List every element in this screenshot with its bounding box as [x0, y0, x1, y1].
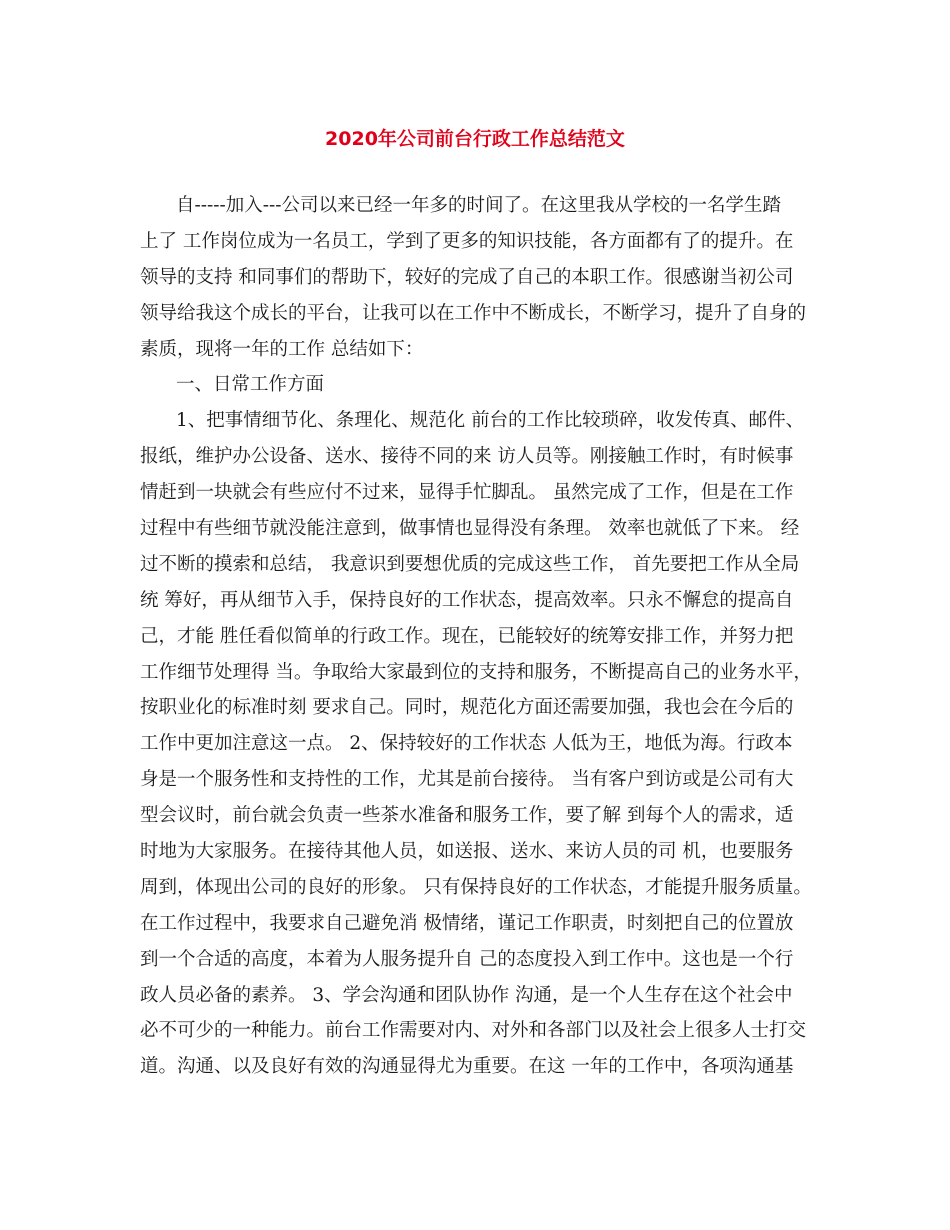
section-heading: 一、日常工作方面 — [176, 374, 325, 396]
paragraph-line: 政人员必备的素养。 3、学会沟通和团队协作 沟通，是一个人生存在这个社会中 — [140, 984, 793, 1006]
paragraph-line: 道。沟通、以及良好有效的沟通显得尤为重要。在这 一年的工作中，各项沟通基 — [140, 1056, 794, 1078]
paragraph-line: 到一个合适的高度，本着为人服务提升自 己的态度投入到工作中。这也是一个行 — [140, 948, 794, 970]
document-title: 2020年公司前台行政工作总结范文 — [325, 128, 625, 150]
paragraph-line: 工作细节处理得 当。争取给大家最到位的支持和服务，不断提高自己的业务水平， — [140, 661, 812, 683]
paragraph-line: 报纸，维护办公设备、送水、接待不同的来 访人员等。刚接触工作时，有时候事 — [140, 446, 794, 468]
paragraph-line: 素质，现将一年的工作 总结如下： — [140, 338, 424, 360]
paragraph-line: 型会议时，前台就会负责一些茶水准备和服务工作，要了解 到每个人的需求，适 — [140, 805, 794, 827]
paragraph-line: 过程中有些细节就没能注意到，做事情也显得没有条理。 效率也就低了下来。 经 — [140, 518, 800, 540]
paragraph-line: 统 筹好，再从细节入手，保持良好的工作状态，提高效率。只永不懈怠的提高自 — [140, 589, 794, 611]
paragraph-line: 时地为大家服务。在接待其他人员，如送报、送水、来访人员的司 机，也要服务 — [140, 841, 794, 863]
document-body — [140, 188, 820, 1085]
paragraph-line: 工作中更加注意这一点。 2、保持较好的工作状态 人低为王，地低为海。行政本 — [140, 733, 793, 755]
paragraph-line: 按职业化的标准时刻 要求自己。同时，规范化方面还需要加强，我也会在今后的 — [140, 697, 794, 719]
paragraph-line: 在工作过程中，我要求自己避免消 极情绪，谨记工作职责，时刻把自己的位置放 — [140, 912, 794, 934]
paragraph-line: 自-----加入---公司以来已经一年多的时间了。在这里我从学校的一名学生踏 — [176, 195, 782, 216]
paragraph-line: 上了 工作岗位成为一名员工，学到了更多的知识技能，各方面都有了的提升。在 — [140, 230, 794, 252]
paragraph-line: 过不断的摸索和总结， 我意识到要想优质的完成这些工作， 首先要把工作从全局 — [140, 553, 800, 575]
paragraph-line: 领导给我这个成长的平台，让我可以在工作中不断成长，不断学习，提升了自身的 — [140, 302, 807, 324]
paragraph-line: 身是一个服务性和支持性的工作，尤其是前台接待。 当有客户到访或是公司有大 — [140, 769, 794, 791]
paragraph-line: 必不可少的一种能力。前台工作需要对内、对外和各部门以及社会上很多人士打交 — [140, 1020, 807, 1042]
paragraph-line: 领导的支持 和同事们的帮助下，较好的完成了自己的本职工作。很感谢当初公司 — [140, 266, 794, 288]
paragraph-line: 己，才能 胜任看似简单的行政工作。现在，已能较好的统筹安排工作，并努力把 — [140, 625, 794, 647]
paragraph-line: 1、把事情细节化、条理化、规范化 前台的工作比较琐碎，收发传真、邮件、 — [176, 410, 805, 432]
paragraph-line: 情赶到一块就会有些应付不过来，显得手忙脚乱。 虽然完成了工作，但是在工作 — [140, 482, 794, 504]
paragraph-line: 周到，体现出公司的良好的形象。 只有保持良好的工作状态，才能提升服务质量。 — [140, 876, 812, 898]
